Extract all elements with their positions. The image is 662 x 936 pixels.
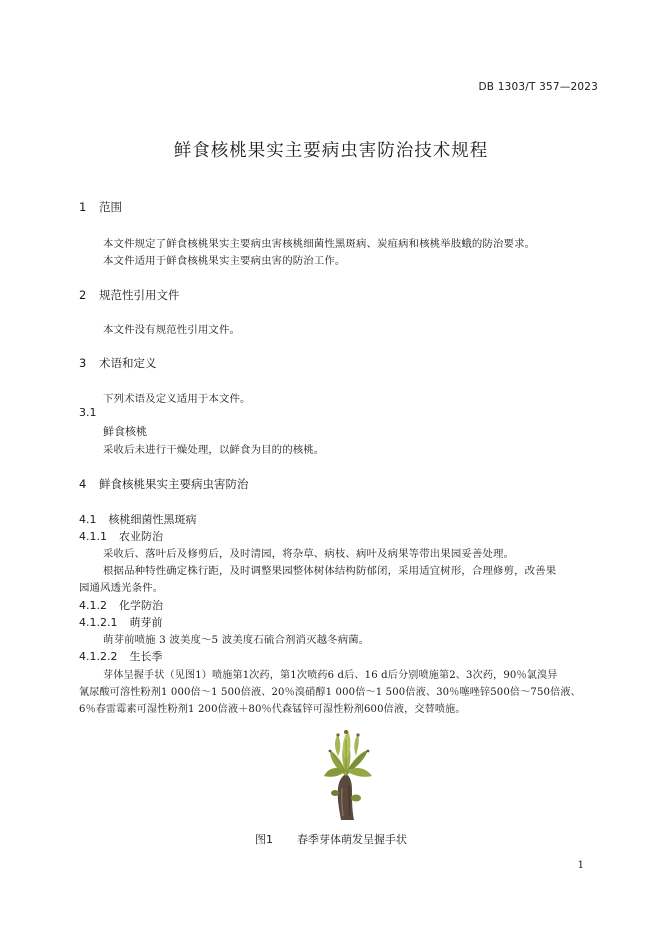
section-3-heading xyxy=(79,355,157,371)
subsection-title: 萌芽前 xyxy=(129,616,163,629)
section-1-heading xyxy=(79,199,122,215)
subsection-4-1-2-2-line-3: 6％春雷霉素可湿性粉剂1 200倍液＋80％代森锰锌可湿性粉剂600倍液，交替喷施。 xyxy=(79,704,466,715)
figure-caption-text: 春季芽体萌发呈握手状 xyxy=(297,833,407,846)
section-2-heading xyxy=(79,287,180,303)
section-title: 术语和定义 xyxy=(99,356,157,370)
subsection-4-1-1-heading xyxy=(79,528,163,544)
subsection-4-1-1-paragraph-1: 采收后、落叶后及修剪后，及时清园，将杂草、病枝、病叶及病果等带出果园妥善处理。 xyxy=(103,548,515,560)
figure-caption xyxy=(0,831,662,847)
subsection-4-1-2-heading xyxy=(79,597,163,613)
subsection-number: 4.1.2 xyxy=(79,599,107,612)
subsection-number: 4.1.2.2 xyxy=(79,650,118,663)
subsection-title: 核桃细菌性黑斑病 xyxy=(108,513,197,526)
term-definition: 采收后未进行干燥处理，以鲜食为目的的核桃。 xyxy=(103,444,325,456)
section-number: 2 xyxy=(79,288,87,302)
subsection-number: 4.1.2.1 xyxy=(79,616,118,629)
section-3-paragraph-1: 下列术语及定义适用于本文件。 xyxy=(103,393,251,405)
subsection-title: 化学防治 xyxy=(119,599,163,612)
page-number: 1 xyxy=(577,860,584,871)
subsection-number: 4.1 xyxy=(79,513,97,526)
section-number: 4 xyxy=(79,477,87,491)
subsection-4-1-2-2-line-1: 芽体呈握手状（见图1）喷施第1次药，第1次喷药6 d后、16 d后分别喷施第2、3次药，90％氯溴异 xyxy=(103,670,558,681)
subsection-4-1-1-paragraph-2-line-2: 园通风透光条件。 xyxy=(79,582,164,594)
subsection-title: 生长季 xyxy=(129,650,163,663)
section-1-paragraph-1: 本文件规定了鲜食核桃果实主要病虫害核桃细菌性黑斑病、炭疽病和核桃举肢蛾的防治要求。 xyxy=(103,238,536,250)
subsection-number: 4.1.1 xyxy=(79,530,107,543)
section-1-paragraph-2: 本文件适用于鲜食核桃果实主要病虫害的防治工作。 xyxy=(103,255,346,267)
subsection-4-1-2-2-heading xyxy=(79,648,162,664)
section-2-paragraph-1: 本文件没有规范性引用文件。 xyxy=(103,324,241,336)
subsection-4-1-2-1-heading xyxy=(79,614,162,630)
walnut-bud-photo xyxy=(308,720,388,820)
figure-label: 图1 xyxy=(255,833,273,846)
standard-number: DB 1303/T 357—2023 xyxy=(478,81,598,93)
section-number: 1 xyxy=(79,200,87,214)
section-title: 范围 xyxy=(99,200,122,214)
term-number: 3.1 xyxy=(79,406,97,419)
subsection-title: 农业防治 xyxy=(119,530,163,543)
subsection-4-1-heading xyxy=(79,511,197,527)
subsection-4-1-2-2-line-2: 氰尿酸可溶性粉剂1 000倍～1 500倍液、20％溴硝醇1 000倍～1 500倍液、30％噻唑锌500倍～750倍液、 xyxy=(79,687,581,698)
subsection-4-1-1-paragraph-2-line-1: 根据品种特性确定株行距，及时调整果园整体树体结构防郁闭，采用适宜树形，合理修剪，改善果 xyxy=(103,565,557,577)
section-title: 鲜食核桃果实主要病虫害防治 xyxy=(99,477,249,491)
section-4-heading xyxy=(79,476,249,492)
section-title: 规范性引用文件 xyxy=(99,288,180,302)
document-title: 鲜食核桃果实主要病虫害防治技术规程 xyxy=(173,141,489,161)
section-number: 3 xyxy=(79,356,87,370)
subsection-4-1-2-1-paragraph: 萌芽前喷施 3 波美度～5 波美度石硫合剂消灭越冬病菌。 xyxy=(103,634,370,646)
term-name: 鲜食核桃 xyxy=(103,425,147,438)
